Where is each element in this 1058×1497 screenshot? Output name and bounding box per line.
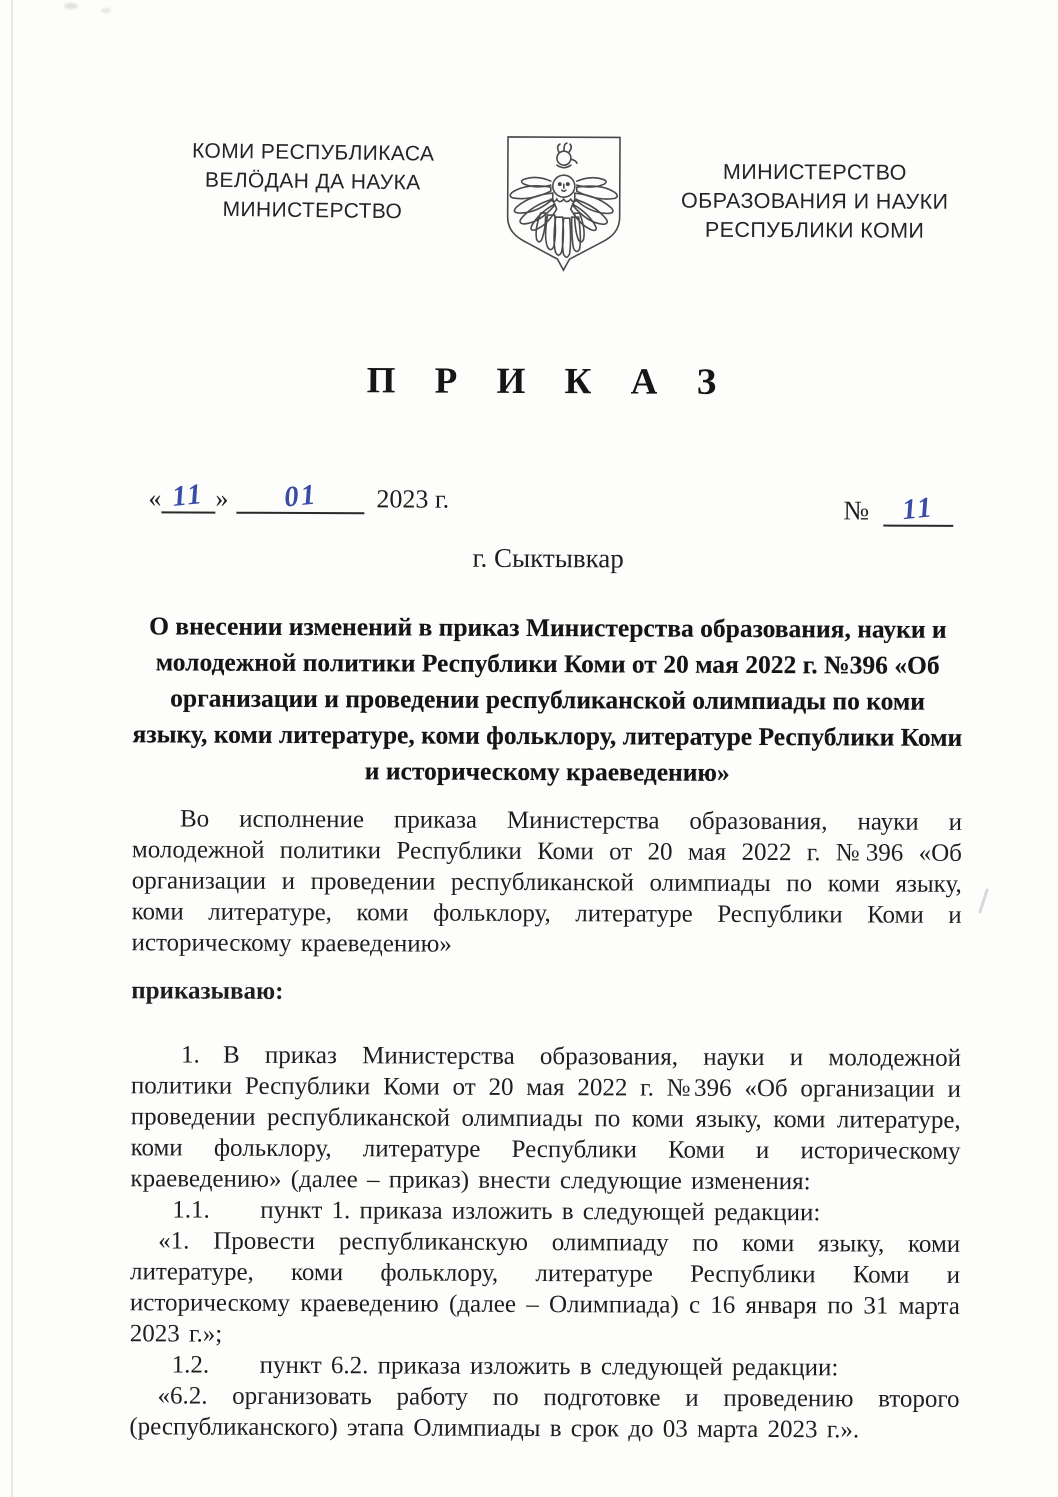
paragraph-1-number: 1.: [180, 1041, 200, 1069]
komi-coat-of-arms-icon: [500, 131, 627, 274]
city-line: г. Сыктывкар: [472, 542, 624, 574]
paragraph-1-2-text: пункт 6.2. приказа изложить в следующей редакции:: [259, 1351, 839, 1382]
paragraph-1: [130, 1039, 961, 1198]
number-blank: [883, 491, 953, 527]
paragraph-1-1-number: 1.1.: [172, 1196, 210, 1224]
day-blank: [161, 478, 215, 514]
quoted-clause-1: «1. Провести республиканскую олимпиаду по коми языку, коми литературе, коми фольклору, литературе Республики Коми и историческому краеведению (далее – Олимпиада) с 16 января по 31 марта 2023 г.»;: [129, 1227, 961, 1348]
quoted-clause-6-2: «6.2. организовать работу по подготовке и проведению второго (республиканского) этапа Олимпиады в срок до 03 марта 2023 г.».: [129, 1382, 960, 1444]
order-number: [843, 491, 953, 527]
document-body: [129, 608, 963, 1446]
prikaz-keyword: приказываю:: [131, 977, 284, 1005]
ministry-name-russian: [650, 158, 980, 246]
handwritten-number: 11: [900, 491, 936, 527]
org-right-line2: ОБРАЗОВАНИЯ И НАУКИ: [681, 188, 949, 214]
org-left-line3: МИНИСТЕРСТВО: [222, 197, 403, 224]
org-left-line1: КОМИ РЕСПУБЛИКАСА: [191, 139, 435, 166]
org-right-line3: РЕСПУБЛИКИ КОМИ: [704, 217, 925, 243]
org-left-line2: ВЕЛÖДАН ДА НАУКА: [204, 168, 421, 195]
handwritten-month: 01: [282, 478, 319, 514]
document-title: П Р И К А З: [366, 360, 732, 403]
intro-paragraph: Во исполнение приказа Министерства образования, науки и молодежной политики Республики Коми от 20 мая 2022 г. №396 «Об организации и проведении республиканской олимпиады по коми языку, коми литературе, коми фольклору, литературе Республики Коми и историческому краеведению»: [131, 805, 963, 958]
month-blank: [236, 478, 364, 515]
paragraph-1-text: В приказ Министерства образования, науки и молодежной политики Республики Коми от 20 мая 2022 г. №396 «Об организации и проведении республиканской олимпиады по коми языку, коми литературе, коми фольклору, литературе Республики Коми и историческому краеведению» (далее – приказ) внести следующие изменения:: [130, 1041, 962, 1196]
quote-open: «: [148, 483, 162, 513]
org-right-line1: МИНИСТЕРСТВО: [722, 159, 907, 185]
number-sign: №: [843, 495, 870, 526]
quote-close: »: [215, 483, 229, 513]
handwritten-day: 11: [170, 478, 206, 514]
paragraph-1-1-text: пункт 1. приказа изложить в следующей редакции:: [260, 1196, 821, 1227]
order-subject-heading: О внесении изменений в приказ Министерства образования, науки и молодежной политики Республики Коми от 20 мая 2022 г. №396 «Об организации и проведении республиканской олимпиады по коми языку, коми литературе, коми фольклору, литературе Республики Коми и историческому краеведению»: [132, 611, 963, 787]
paragraph-1-2-number: 1.2.: [171, 1351, 210, 1379]
paragraph-1-2: [130, 1349, 960, 1384]
ministry-name-komi-language: [169, 136, 456, 227]
paragraph-1-1: [130, 1194, 960, 1229]
year-label: 2023 г.: [376, 484, 450, 514]
